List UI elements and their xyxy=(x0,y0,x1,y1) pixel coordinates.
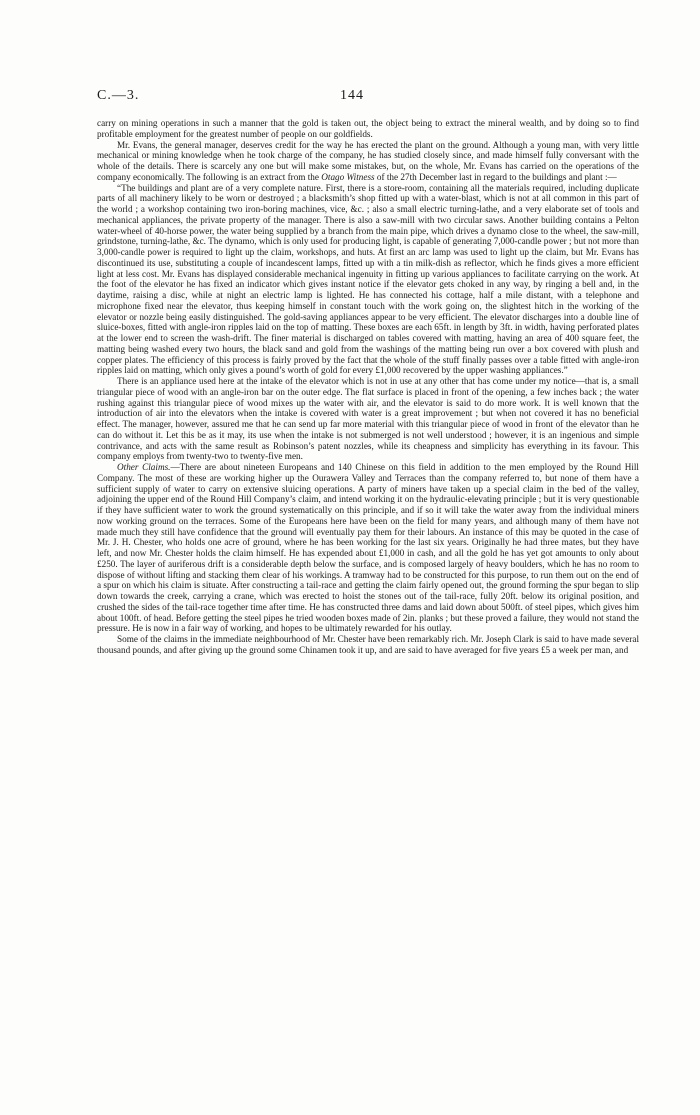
page-number: 144 xyxy=(340,88,364,103)
extract-introduction: of the 27th December last in regard to the buildings and plant :— xyxy=(374,171,617,182)
paragraph-intake-appliance: There is an appliance used here at the intake of the elevator which is not in use at any other that has come under my notice—that is, a small triangular piece of wood with an angle-iron bar on the outer edge. The flat surface is placed in front of the opening, a few inches back ; the water rushing against this triangular piece of wood mixes up the water with air, and the elevator is said to do more work. It is well known that the introduction of air into the elevators when the intake is covered with water is a great improvement ; but when not covered it has no beneficial effect. The manager, however, assured me that he can send up far more material with this triangular piece of wood in front of the elevator than he can do without it. Let this be as it may, its use when the intake is not submerged is not well understood ; however, it is an ingenious and simple contrivance, and acts with the same result as Robinson’s patent nozzles, while its cheapness and simplicity has everything in its favour. This company employs from twenty-two to twenty-five men. xyxy=(97,376,639,462)
body-text xyxy=(97,118,639,656)
paragraph-general-manager-text: Mr. Evans, the general manager, deserves credit for the way he has erected the plant on the ground. Although a young man, with very little mechanical or mining knowledge when he took charge of the company, he has studied closely since, and made himself fully conversant with the whole of the details. There is scarcely any one but will make some mistakes, but, on the whole, Mr. Evans has carried on the operations of the company economically. The following is an extract from the xyxy=(97,139,639,182)
newspaper-title: Otago Witness xyxy=(321,171,375,182)
paragraph-other-claims xyxy=(97,462,639,634)
paragraph-general-manager xyxy=(97,140,639,183)
report-reference: C.—3. xyxy=(97,88,140,103)
paragraph-neighbouring-claims: Some of the claims in the immediate neighbourhood of Mr. Chester have been remarkably rich. Mr. Joseph Clark is said to have made several thousand pounds, and after giving up the ground some Chinamen took it up, and are said to have averaged for five years £5 a week per man, and xyxy=(97,634,639,655)
section-heading: Other Claims. xyxy=(117,462,171,472)
paragraph-other-claims-text: —There are about nineteen Europeans and 140 Chinese on this field in addition to the men employed by the Round Hill Company. The most of these are working higher up the Ourawera Valley and Terraces than the company referred to, but none of them have a sufficient supply of water to carry on extensive sluicing operations. A party of miners have taken up a special claim in the bed of the valley, adjoining the upper end of the Round Hill Company’s claim, and intend working it on the hydraulic-elevating principle ; but it is very questionable if they have sufficient water to work the ground systematically on this principle, and if so it will take the water away from the individual miners now working ground on the terraces. Some of the Europeans here have been on the field for many years, and although many of them have not made much they still have confidence that the ground will eventually pay them for their labours. An instance of this may be quoted in the case of Mr. J. H. Chester, who holds one acre of ground, where he has been working for the last six years. Originally he had three mates, but they have left, and now Mr. Chester holds the claim himself. He has expended about £1,000 in cash, and all the gold he has yet got amounts to only about £250. The layer of auriferous drift is a considerable depth below the surface, and is composed largely of heavy boulders, which he has no room to dispose of without lifting and stacking them clear of his workings. A tramway had to be constructed for this purpose, to run them out on the end of a spur on which his claim is situate. After constructing a tail-race and getting the claim fairly opened out, the ground forming the spur began to slip down towards the creek, carrying a crane, which was erected to hoist the stones out of the tail-race, fully 20ft. below its original position, and crushed the sides of the tail-race together time after time. He has constructed three dams and laid down about 500ft. of steel pipes, which gives him about 100ft. of head. Before getting the steel pipes he tried wooden boxes made of 2in. planks ; but these proved a failure, they would not stand the pressure. He is now in a fair way of working, and hopes to be ultimately rewarded for his outlay. xyxy=(97,462,639,634)
quoted-extract: “The buildings and plant are of a very complete nature. First, there is a store-room, containing all the materials required, including duplicate parts of all machinery likely to be worn or destroyed ; a blacksmith’s shop fitted up with a water-blast, which is not at all common in this part of the world ; a workshop containing two iron-boring machines, vice, &c. ; also a small electric turning-lathe, and a very elaborate set of tools and mechanical appliances, the private property of the manager. There is also a saw-mill with two circular saws. Another building contains a Pelton water-wheel of 40-horse power, the water being supplied by a branch from the main pipe, which drives a dynamo close to the wheel, the saw-mill, grindstone, turning-lathe, &c. The dynamo, which is only used for producing light, is capable of generating 7,000-candle power ; but not more than 3,000-candle power is required to light up the claim, workshops, and huts. At first an arc lamp was used to light up the claim, but Mr. Evans has discontinued its use, substituting a couple of incandescent lamps, fitted up with a tin milk-dish as reflector, which he finds gives a more efficient light at less cost. Mr. Evans has displayed considerable mechanical ingenuity in fitting up various appliances to facilitate carrying on the work. At the foot of the elevator he has fixed an indicator which gives instant notice if the elevator gets choked in any way, by ringing a bell and, in the daytime, raising a disc, while at night an electric lamp is lighted. He has connected his cottage, half a mile distant, with a telephone and microphone fixed near the elevator, thus keeping himself in constant touch with the work going on, the slightest hitch in the working of the elevator or nozzle being easily distinguished. The gold-saving appliances appear to be very efficient. The elevator discharges into a double line of sluice-boxes, fitted with angle-iron ripples laid on the top of matting. These boxes are each 65ft. in length by 3ft. in width, having perforated plates at the lower end to screen the wash-drift. The finer material is discharged on tables covered with matting, having an area of 400 square feet, the matting being washed every two hours, the black sand and gold from the washings of the matting being run over a box covered with plush and copper plates. The efficiency of this process is fairly proved by the fact that the whole of the stuff finally passes over a table fitted with angle-iron ripples laid on matting, which only gives a pound’s worth of gold for every £1,000 recovered by the upper washing appliances.” xyxy=(97,182,639,376)
paragraph-continuation: carry on mining operations in such a manner that the gold is taken out, the object being to extract the mineral wealth, and by doing so to find profitable employment for the greatest number of people on our goldfields. xyxy=(97,118,639,139)
